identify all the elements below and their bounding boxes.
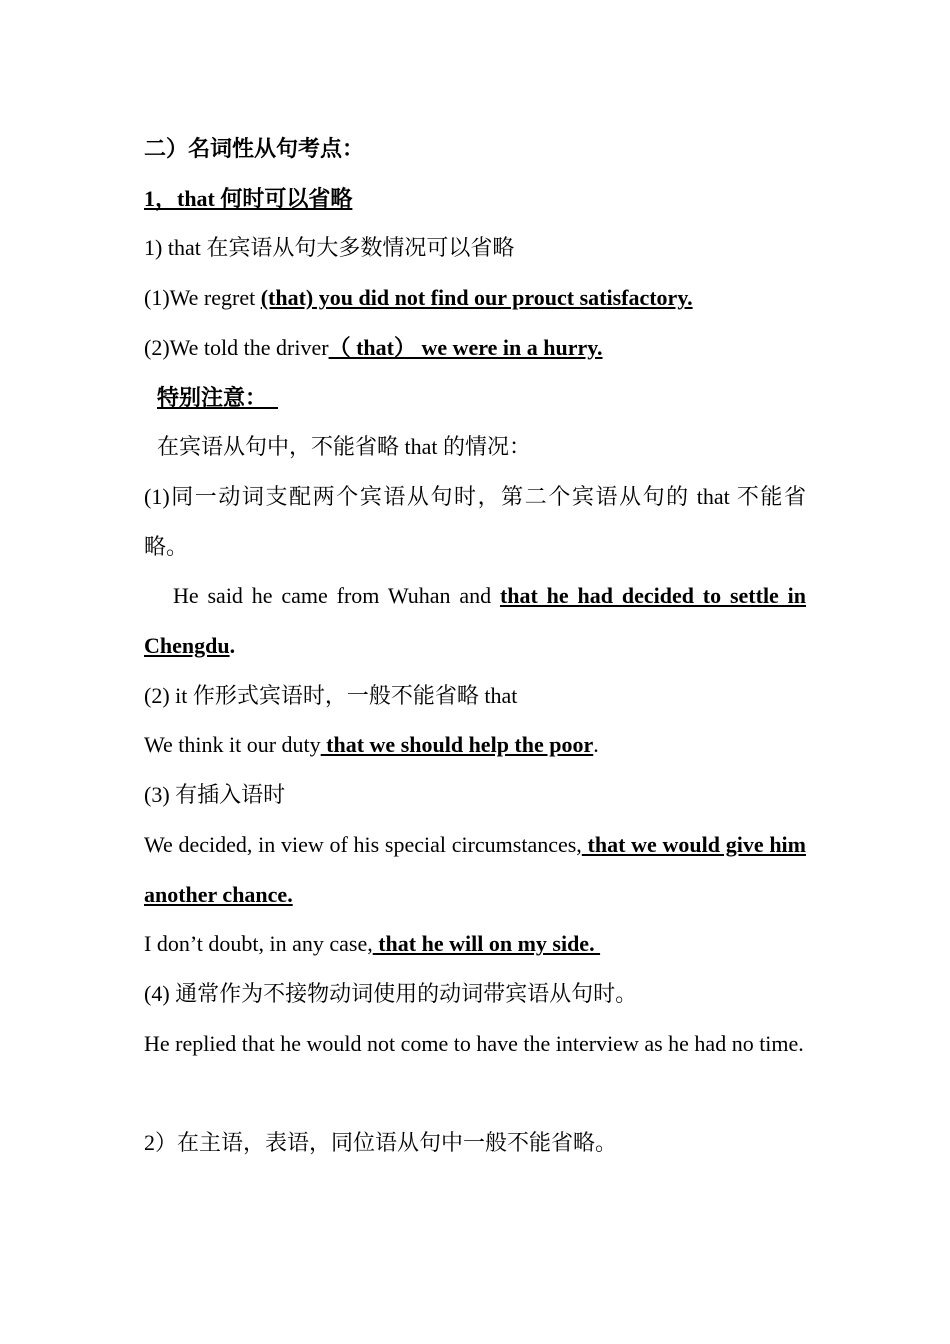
example-2-emphasis: （ that） we were in a hurry.: [328, 334, 603, 360]
blank-line: [144, 1068, 806, 1118]
rule-2: 2）在主语，表语，同位语从句中一般不能省略。: [144, 1130, 618, 1156]
example-2: [144, 323, 806, 373]
case-2-example-emphasis: that we should help the poor: [320, 732, 594, 758]
case-3-example-1-emphasis: that we would give him another chance.: [144, 831, 806, 907]
case-2-text: (2) it 作形式宾语时，一般不能省略 that: [144, 682, 518, 708]
case-1-example-prefix: He said he came from Wuhan and: [173, 583, 500, 609]
case-2-example-end: .: [593, 732, 599, 758]
case-3-text: (3) 有插入语时: [144, 782, 286, 808]
case-1-text: (1)同一动词支配两个宾语从句时，第二个宾语从句的 that 不能省略。: [144, 483, 806, 559]
note-label-line: [144, 373, 806, 423]
case-4-text: (4) 通常作为不接物动词使用的动词带宾语从句时。: [144, 980, 638, 1006]
case-2-example-prefix: We think it our duty: [144, 732, 321, 758]
case-1-example: [144, 571, 806, 670]
note-intro: 在宾语从句中，不能省略 that 的情况：: [157, 434, 531, 460]
case-4-example: He replied that he would not come to have the interview as he had no time.: [144, 1030, 804, 1056]
note-label-underline-space: [267, 385, 278, 410]
case-1-example-emphasis: that he had decided to settle in Chengdu: [144, 583, 807, 659]
example-1-prefix: (1)We regret: [144, 285, 261, 311]
example-2-prefix: (2)We told the driver: [144, 334, 329, 360]
subheading-that-omission: 1，that 何时可以省略: [144, 185, 353, 211]
example-1-emphasis: (that) you did not find our prouct satisfactory.: [260, 285, 693, 311]
case-3-example-2-prefix: I don’t doubt, in any case,: [144, 931, 373, 957]
document-body: [144, 124, 806, 1168]
case-2-example: [144, 720, 806, 770]
section-heading: 二）名词性从句考点：: [144, 136, 365, 161]
rule-1: 1) that 在宾语从句大多数情况可以省略: [144, 235, 515, 261]
note-label: 特别注意：: [157, 384, 268, 410]
example-1: [144, 273, 806, 323]
case-3-example-1-prefix: We decided, in view of his special circumstances,: [144, 831, 582, 857]
case-3-example-2: [144, 919, 806, 969]
case-3-example-2-emphasis: that he will on my side.: [372, 931, 601, 957]
case-3-example-1: [144, 820, 806, 919]
case-1-example-end: .: [229, 633, 236, 659]
